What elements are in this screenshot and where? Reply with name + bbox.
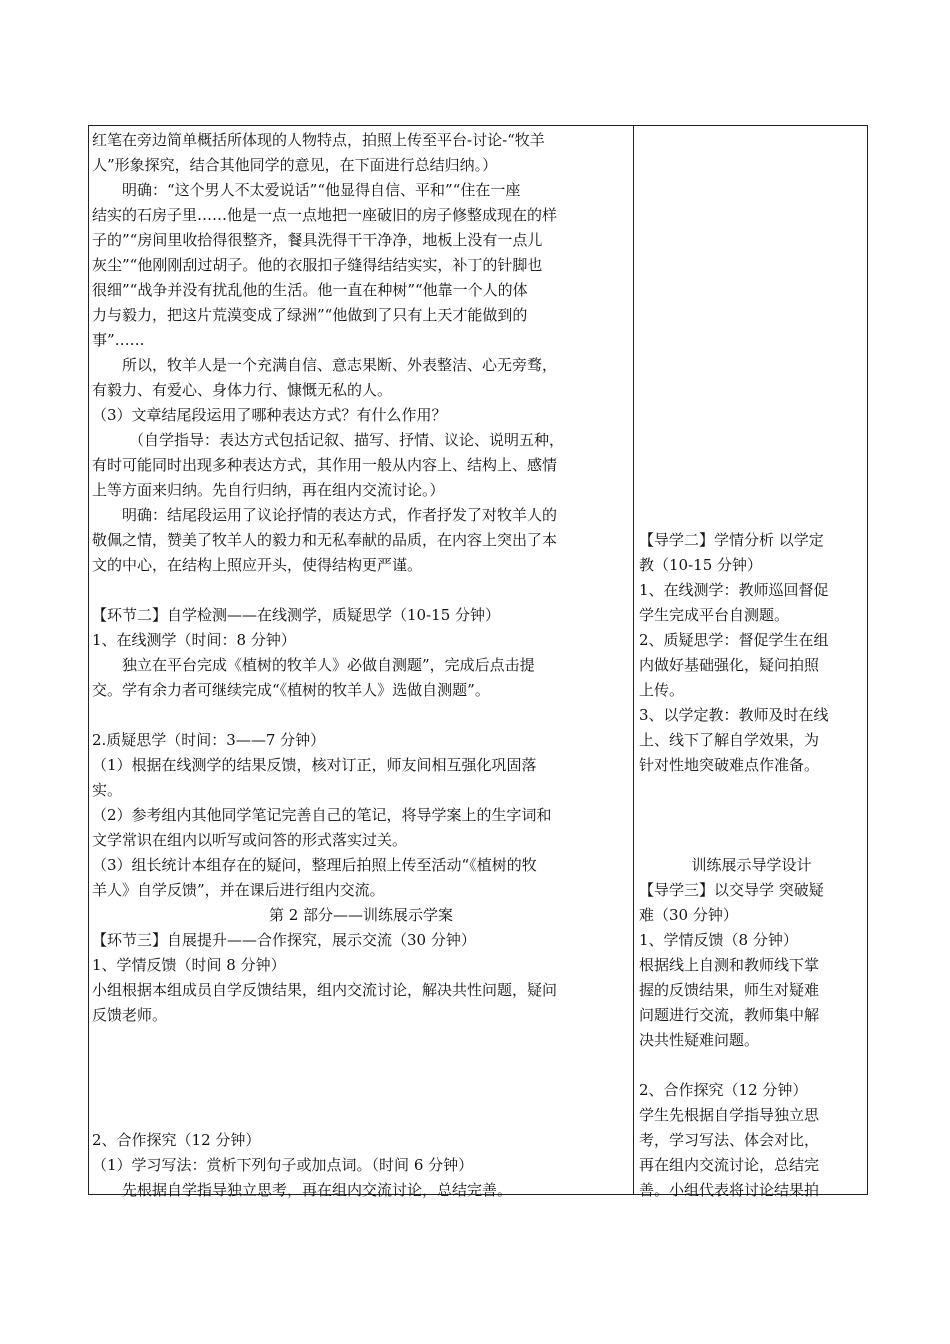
text-line: 子的”“房间里收拾得很整齐，餐具洗得干干净净，地板上没有一点儿 (92, 231, 543, 249)
text-line: 难（30 分钟） (639, 906, 738, 924)
text-line: 2、合作探究（12 分钟） (92, 1131, 261, 1149)
text-line: （2）参考组内其他同学笔记完善自己的笔记，将导学案上的生字词和 (92, 806, 552, 824)
text-line: 有毅力、有爱心、身体力行、慷慨无私的人。 (92, 381, 393, 399)
text-line: 1、学情反馈（8 分钟） (639, 931, 798, 949)
text-line: 善。小组代表将讨论结果拍 (639, 1181, 820, 1199)
text-line: 内做好基础强化，疑问拍照 (639, 656, 820, 674)
text-line: 结实的石房子里……他是一点一点地把一座破旧的房子修整成现在的样 (92, 206, 558, 224)
guide-heading: 【导学三】以交导学 突破疑 (639, 881, 824, 899)
text-line: 文学常识在组内以听写或问答的形式落实过关。 (92, 831, 408, 849)
text-line: 明确：结尾段运用了议论抒情的表达方式，作者抒发了对牧羊人的 (122, 506, 558, 524)
text-line: 敬佩之情，赞美了牧羊人的毅力和无私奉献的品质，在内容上突出了本 (92, 531, 558, 549)
lesson-plan-table (88, 125, 868, 1199)
text-line: 很细”“战争并没有扰乱他的生活。他一直在种树”“他靠一个人的体 (92, 281, 528, 299)
text-line: 3、以学定教：教师及时在线 (639, 706, 829, 724)
text-line: （1）学习写法：赏析下列句子或加点词。（时间 6 分钟） (92, 1156, 474, 1174)
text-line: 握的反馈结果，师生对疑难 (639, 981, 820, 999)
text-line: 上、线下了解自学效果，为 (639, 731, 820, 749)
text-line: 上传。 (639, 681, 685, 699)
text-line: 灰尘”“他刚刚刮过胡子。他的衣服扣子缝得结结实实，补丁的针脚也 (92, 256, 543, 274)
text-line: 事”…… (92, 331, 145, 349)
text-line: 1、在线测学：教师巡回督促 (639, 581, 829, 599)
text-line: 有时可能同时出现多种表达方式，其作用一般从内容上、结构上、感情 (92, 456, 558, 474)
text-line: 学生完成平台自测题。 (639, 606, 790, 624)
text-line: 学生先根据自学指导独立思 (639, 1106, 820, 1124)
text-line: 所以，牧羊人是一个充满自信、意志果断、外表整洁、心无旁骛， (122, 356, 558, 374)
text-line: 2、合作探究（12 分钟） (639, 1081, 808, 1099)
part-heading: 第 2 部分——训练展示学案 (268, 906, 454, 924)
text-line: 小组根据本组成员自学反馈结果，组内交流讨论，解决共性问题，疑问 (92, 981, 558, 999)
text-line: 考，学习写法、体会对比， (639, 1131, 820, 1149)
text-line: 先根据自学指导独立思考，再在组内交流讨论，总结完善。 (122, 1181, 513, 1199)
section-heading: 【环节三】自展提升——合作探究，展示交流（30 分钟） (92, 931, 476, 949)
text-line: 针对性地突破难点作准备。 (639, 756, 820, 774)
text-line: 1、学情反馈（时间 8 分钟） (92, 956, 286, 974)
text-line: 红笔在旁边简单概括所体现的人物特点，拍照上传至平台-讨论-“牧羊 (92, 131, 545, 149)
text-line: 根据线上自测和教师线下掌 (639, 956, 820, 974)
text-line: 决共性疑难问题。 (639, 1031, 760, 1049)
text-line: 上等方面来归纳。先自行归纳，再在组内交流讨论。） (92, 481, 445, 499)
text-line: 再在组内交流讨论，总结完 (639, 1156, 820, 1174)
text-line: 人”形象探究，结合其他同学的意见，在下面进行总结归纳。） (92, 156, 498, 174)
text-line: 2.质疑思学（时间：3——7 分钟） (92, 731, 326, 749)
text-line: 实。 (92, 781, 123, 799)
text-line: 文的中心，在结构上照应开头，使得结构更严谨。 (92, 556, 423, 574)
text-line: 独立在平台完成《植树的牧羊人》必做自测题”，完成后点击提 (122, 656, 535, 674)
text-line: （3）组长统计本组存在的疑问，整理后拍照上传至活动“《植树的牧 (92, 856, 537, 874)
text-line: 问题进行交流，教师集中解 (639, 1006, 820, 1024)
text-line: 交。学有余力者可继续完成“《植树的牧羊人》选做自测题”。 (92, 681, 490, 699)
section-heading: 【环节二】自学检测——在线测学，质疑思学（10-15 分钟） (92, 606, 501, 624)
column-divider (633, 126, 634, 1194)
text-line: 教（10-15 分钟） (639, 556, 763, 574)
text-line: 力与毅力，把这片荒漠变成了绿洲”“他做到了只有上天才能做到的 (92, 306, 528, 324)
text-line: （3）文章结尾段运用了哪种表达方式？有什么作用？ (92, 406, 447, 424)
text-line: （自学指导：表达方式包括记叙、描写、抒情、议论、说明五种， (129, 431, 565, 449)
guide-part-heading: 训练展示导学设计 (691, 856, 812, 874)
text-line: 明确：“这个男人不太爱说话”“他显得自信、平和”“住在一座 (122, 181, 521, 199)
text-line: （1）根据在线测学的结果反馈，核对订正，师友间相互强化巩固落 (92, 756, 537, 774)
text-line: 1、在线测学（时间：8 分钟） (92, 631, 296, 649)
text-line: 2、质疑思学：督促学生在组 (639, 631, 829, 649)
guide-heading: 【导学二】学情分析 以学定 (639, 531, 824, 549)
text-line: 羊人》自学反馈”，并在课后进行组内交流。 (92, 881, 385, 899)
text-line: 反馈老师。 (92, 1006, 168, 1024)
